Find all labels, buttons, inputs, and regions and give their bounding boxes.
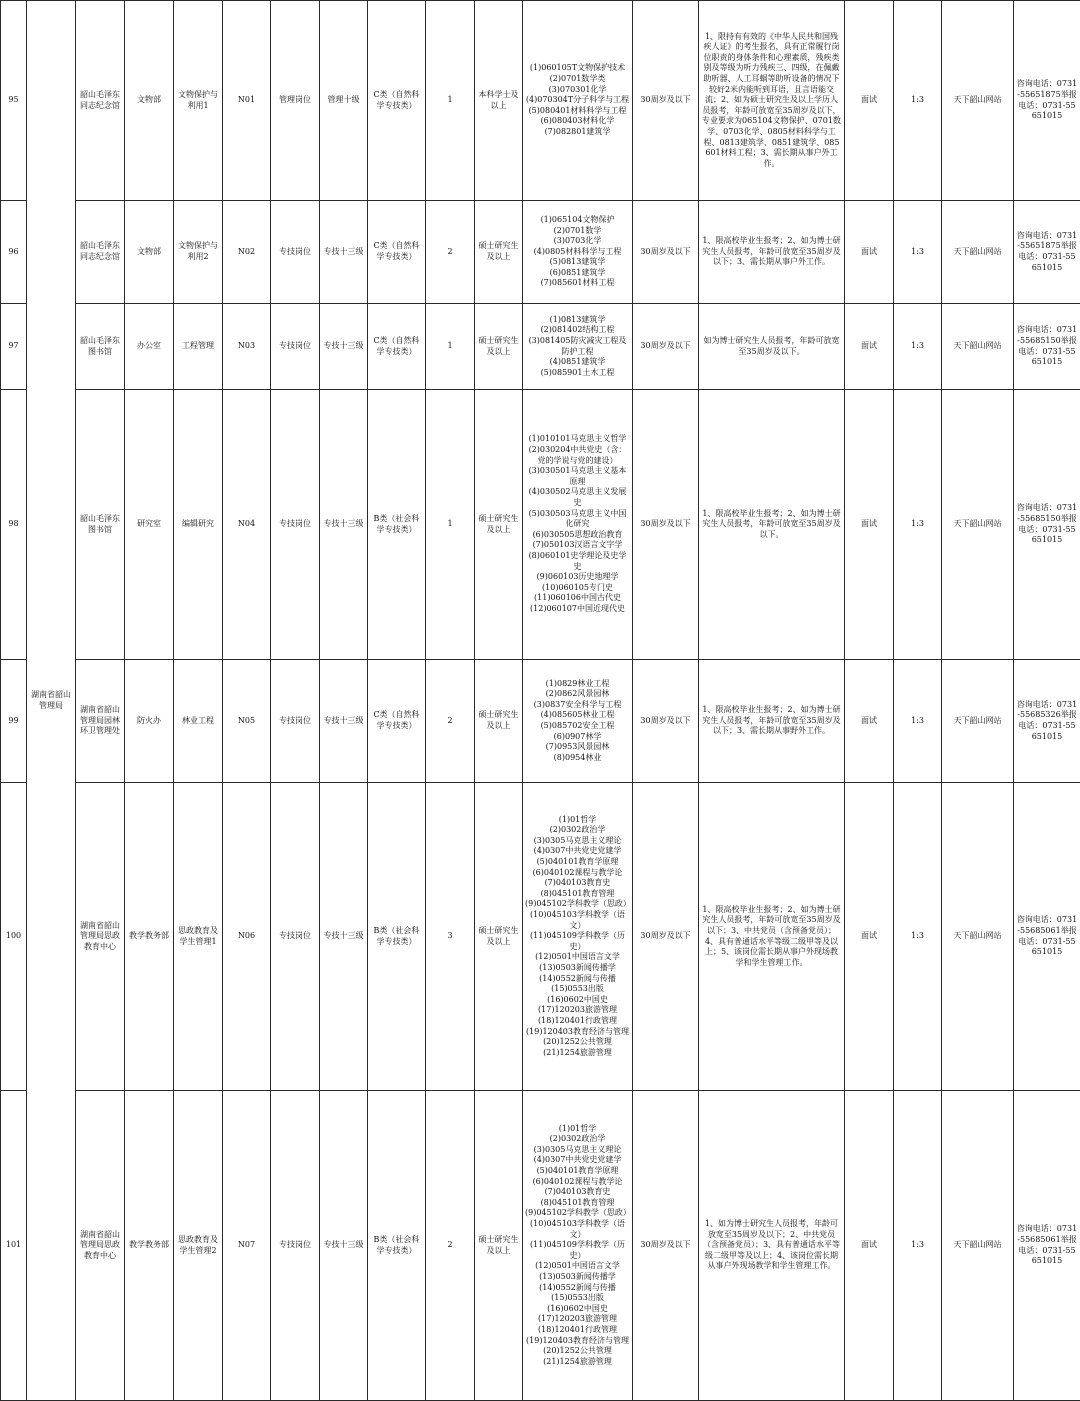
post-level-cell: 专技十三级 bbox=[320, 660, 368, 783]
major-item: (7)085601材料工程 bbox=[525, 278, 630, 289]
major-item: (12)0501中国语言文学 bbox=[525, 1261, 630, 1272]
major-item: (4)0805材料科学与工程 bbox=[525, 247, 630, 258]
post-name-cell: 思政教育及学生管理2 bbox=[174, 1091, 223, 1401]
exam-ratio-cell: 1:3 bbox=[894, 390, 942, 660]
major-item: (6)0851建筑学 bbox=[525, 268, 630, 279]
announcement-venue-cell: 天下韶山网站 bbox=[942, 783, 1014, 1091]
age-limit-cell: 30周岁及以下 bbox=[633, 1091, 699, 1401]
exam-method-cell: 面试 bbox=[845, 201, 894, 304]
major-item: (21)1254旅游管理 bbox=[525, 1048, 630, 1059]
major-item: (1)01哲学 bbox=[525, 815, 630, 826]
post-level-cell: 专技十三级 bbox=[320, 783, 368, 1091]
table-row bbox=[1, 1, 1080, 201]
major-item: (3)0305马克思主义理论 bbox=[525, 836, 630, 847]
exam-ratio-cell: 1:3 bbox=[894, 1, 942, 201]
post-level-cell: 专技十三级 bbox=[320, 390, 368, 660]
age-limit-cell: 30周岁及以下 bbox=[633, 390, 699, 660]
exam-ratio-cell: 1:3 bbox=[894, 1091, 942, 1401]
table-row bbox=[1, 1091, 1080, 1401]
quota-cell: 3 bbox=[426, 783, 475, 1091]
education-cell: 本科学士及以上 bbox=[475, 1, 523, 201]
major-item: (1)01哲学 bbox=[525, 1124, 630, 1135]
table-row bbox=[1, 304, 1080, 390]
major-item: (14)0552新闻与传播 bbox=[525, 974, 630, 985]
post-category-cell: 专技岗位 bbox=[271, 390, 320, 660]
major-item: (6)0907林学 bbox=[525, 732, 630, 743]
major-item: (14)0552新闻与传播 bbox=[525, 1283, 630, 1294]
major-item: (7)050103汉语言文字学 bbox=[525, 540, 630, 551]
major-item: (5)080401材料科学与工程 bbox=[525, 106, 630, 117]
major-item: (20)1252公共管理 bbox=[525, 1346, 630, 1357]
other-requirements-cell: 1、限高校毕业生报考；2、如为博士研究生人员报考，年龄可放宽至35周岁及以下；3、需长期从事户外工作。 bbox=[699, 201, 845, 304]
post-code-cell: N07 bbox=[223, 1091, 271, 1401]
post-name-cell: 林业工程 bbox=[174, 660, 223, 783]
exam-category-cell: B类（社会科学专技类） bbox=[368, 1091, 426, 1401]
major-item: (12)060107中国近现代史 bbox=[525, 604, 630, 615]
education-cell: 硕士研究生及以上 bbox=[475, 390, 523, 660]
announcement-venue-cell: 天下韶山网站 bbox=[942, 1, 1014, 201]
major-item: (2)0302政治学 bbox=[525, 1134, 630, 1145]
major-item: (11)045109学科教学（历史） bbox=[525, 931, 630, 952]
majors-cell bbox=[523, 660, 633, 783]
major-item: (7)040103教育史 bbox=[525, 1187, 630, 1198]
majors-cell bbox=[523, 390, 633, 660]
announcement-venue-cell: 天下韶山网站 bbox=[942, 304, 1014, 390]
contact-cell: 咨询电话：0731-55685150举报电话：0731-55651015 bbox=[1014, 390, 1080, 660]
exam-ratio-cell: 1:3 bbox=[894, 304, 942, 390]
quota-cell: 1 bbox=[426, 304, 475, 390]
major-item: (10)060105专门史 bbox=[525, 583, 630, 594]
major-item: (2)0701数学 bbox=[525, 226, 630, 237]
post-name-cell: 文物保护与利用1 bbox=[174, 1, 223, 201]
department-cell: 办公室 bbox=[125, 304, 174, 390]
majors-cell bbox=[523, 1, 633, 201]
exam-ratio-cell: 1:3 bbox=[894, 783, 942, 1091]
post-name-cell: 编辑研究 bbox=[174, 390, 223, 660]
major-item: (2)0701数学类 bbox=[525, 74, 630, 85]
major-item: (4)0307中共党史党建学 bbox=[525, 1155, 630, 1166]
major-item: (4)070304T分子科学与工程 bbox=[525, 95, 630, 106]
post-name-cell: 工程管理 bbox=[174, 304, 223, 390]
major-item: (1)060105T文物保护技术 bbox=[525, 63, 630, 74]
majors-cell bbox=[523, 1091, 633, 1401]
majors-cell bbox=[523, 201, 633, 304]
row-number-cell: 99 bbox=[1, 660, 27, 783]
education-cell: 硕士研究生及以上 bbox=[475, 660, 523, 783]
table-row bbox=[1, 783, 1080, 1091]
major-item: (7)082801建筑学 bbox=[525, 127, 630, 138]
major-item: (2)030204中共党史（含：党的学说与党的建设） bbox=[525, 445, 630, 466]
major-item: (4)0307中共党史党建学 bbox=[525, 846, 630, 857]
major-item: (3)0703化学 bbox=[525, 236, 630, 247]
employer-cell: 韶山毛泽东同志纪念馆 bbox=[76, 1, 125, 201]
post-category-cell: 管理岗位 bbox=[271, 1, 320, 201]
major-item: (10)045103学科教学（语文） bbox=[525, 1219, 630, 1240]
major-item: (4)030502马克思主义发展史 bbox=[525, 487, 630, 508]
quota-cell: 2 bbox=[426, 201, 475, 304]
department-cell: 教学教务部 bbox=[125, 1091, 174, 1401]
exam-category-cell: B类（社会科学专技类） bbox=[368, 783, 426, 1091]
department-cell: 教学教务部 bbox=[125, 783, 174, 1091]
major-item: (21)1254旅游管理 bbox=[525, 1357, 630, 1368]
post-category-cell: 专技岗位 bbox=[271, 660, 320, 783]
exam-category-cell: C类（自然科学专技类） bbox=[368, 660, 426, 783]
post-category-cell: 专技岗位 bbox=[271, 1091, 320, 1401]
major-item: (4)0851建筑学 bbox=[525, 357, 630, 368]
employer-cell: 湖南省韶山管理局思政教育中心 bbox=[76, 1091, 125, 1401]
post-name-cell: 文物保护与利用2 bbox=[174, 201, 223, 304]
post-level-cell: 专技十三级 bbox=[320, 201, 368, 304]
education-cell: 硕士研究生及以上 bbox=[475, 783, 523, 1091]
education-cell: 硕士研究生及以上 bbox=[475, 201, 523, 304]
contact-cell: 咨询电话：0731-55651875举报电话：0731-55651015 bbox=[1014, 1, 1080, 201]
contact-cell: 咨询电话：0731-55685326举报电话：0731-55651015 bbox=[1014, 660, 1080, 783]
major-item: (18)120401行政管理 bbox=[525, 1016, 630, 1027]
majors-cell bbox=[523, 783, 633, 1091]
department-cell: 文物部 bbox=[125, 1, 174, 201]
row-number-cell: 97 bbox=[1, 304, 27, 390]
employer-cell: 韶山毛泽东同志纪念馆 bbox=[76, 201, 125, 304]
announcement-venue-cell: 天下韶山网站 bbox=[942, 660, 1014, 783]
major-item: (10)045103学科教学（语文） bbox=[525, 910, 630, 931]
major-item: (3)0305马克思主义理论 bbox=[525, 1145, 630, 1156]
major-item: (16)0602中国史 bbox=[525, 995, 630, 1006]
major-item: (9)045102学科教学（思政） bbox=[525, 1208, 630, 1219]
department-cell: 研究室 bbox=[125, 390, 174, 660]
major-item: (6)080403材料化学 bbox=[525, 116, 630, 127]
quota-cell: 2 bbox=[426, 1091, 475, 1401]
major-item: (3)030501马克思主义基本原理 bbox=[525, 466, 630, 487]
employer-cell: 韶山毛泽东图书馆 bbox=[76, 390, 125, 660]
other-requirements-cell: 1、如为博士研究生人员报考，年龄可放宽至35周岁及以下；2、中共党员（含预备党员）；3、具有普通话水平等级二级甲等及以上；4、该岗位需长期从事户外现场教学和学生管理工作。 bbox=[699, 1091, 845, 1401]
age-limit-cell: 30周岁及以下 bbox=[633, 1, 699, 201]
post-code-cell: N01 bbox=[223, 1, 271, 201]
major-item: (17)120203旅游管理 bbox=[525, 1005, 630, 1016]
row-number-cell: 101 bbox=[1, 1091, 27, 1401]
major-item: (16)0602中国史 bbox=[525, 1304, 630, 1315]
other-requirements-cell: 如为博士研究生人员报考，年龄可放宽至35周岁及以下。 bbox=[699, 304, 845, 390]
major-item: (12)0501中国语言文学 bbox=[525, 952, 630, 963]
major-item: (2)0862风景园林 bbox=[525, 689, 630, 700]
major-item: (6)040102课程与教学论 bbox=[525, 1177, 630, 1188]
other-requirements-cell: 1、限持有有效的《中华人民共和国残疾人证》的考生报名，具有正常履行岗位职责的身体条件和心理素质，残疾类别及等级为听力残疾三、四级，在佩戴助听器、人工耳蜗等助听设备的情况下较好2米内能听到耳语，且言语能交流；2、如为硕士研究生及以上学历人员报考，年龄可放宽至35周岁及以下，专业要求为065104文物保护、0701数学、0703化学、0805材料科学与工程、0813建筑学、0851建筑学、085601材料工程；3、需长期从事户外工作。 bbox=[699, 1, 845, 201]
post-category-cell: 专技岗位 bbox=[271, 783, 320, 1091]
unit-cell: 湖南省韶山管理局 bbox=[27, 1, 76, 1401]
post-name-cell: 思政教育及学生管理1 bbox=[174, 783, 223, 1091]
major-item: (6)040102课程与教学论 bbox=[525, 868, 630, 879]
major-item: (5)040101教育学原理 bbox=[525, 857, 630, 868]
other-requirements-cell: 1、限高校毕业生报考；2、如为博士研究生人员报考，年龄可放宽至35周岁及以下。 bbox=[699, 390, 845, 660]
exam-category-cell: C类（自然科学专技类） bbox=[368, 304, 426, 390]
major-item: (18)120401行政管理 bbox=[525, 1325, 630, 1336]
age-limit-cell: 30周岁及以下 bbox=[633, 783, 699, 1091]
major-item: (1)0813建筑学 bbox=[525, 315, 630, 326]
major-item: (2)0302政治学 bbox=[525, 825, 630, 836]
row-number-cell: 95 bbox=[1, 1, 27, 201]
major-item: (3)0837安全科学与工程 bbox=[525, 700, 630, 711]
contact-cell: 咨询电话：0731-55685061举报电话：0731-55651015 bbox=[1014, 783, 1080, 1091]
contact-cell: 咨询电话：0731-55685150举报电话：0731-55651015 bbox=[1014, 304, 1080, 390]
row-number-cell: 100 bbox=[1, 783, 27, 1091]
age-limit-cell: 30周岁及以下 bbox=[633, 660, 699, 783]
exam-method-cell: 面试 bbox=[845, 390, 894, 660]
department-cell: 防火办 bbox=[125, 660, 174, 783]
major-item: (7)040103教育史 bbox=[525, 878, 630, 889]
contact-cell: 咨询电话：0731-55685061举报电话：0731-55651015 bbox=[1014, 1091, 1080, 1401]
quota-cell: 2 bbox=[426, 660, 475, 783]
post-category-cell: 专技岗位 bbox=[271, 304, 320, 390]
department-cell: 文物部 bbox=[125, 201, 174, 304]
exam-category-cell: C类（自然科学专技类） bbox=[368, 1, 426, 201]
exam-ratio-cell: 1:3 bbox=[894, 660, 942, 783]
exam-method-cell: 面试 bbox=[845, 1091, 894, 1401]
exam-method-cell: 面试 bbox=[845, 1, 894, 201]
age-limit-cell: 30周岁及以下 bbox=[633, 201, 699, 304]
major-item: (20)1252公共管理 bbox=[525, 1037, 630, 1048]
exam-method-cell: 面试 bbox=[845, 783, 894, 1091]
post-category-cell: 专技岗位 bbox=[271, 201, 320, 304]
post-code-cell: N02 bbox=[223, 201, 271, 304]
exam-ratio-cell: 1:3 bbox=[894, 201, 942, 304]
other-requirements-cell: 1、限高校毕业生报考；2、如为博士研究生人员报考，年龄可放宽至35周岁及以下；3、需长期从事野外工作。 bbox=[699, 660, 845, 783]
major-item: (1)0829林业工程 bbox=[525, 679, 630, 690]
major-item: (13)0503新闻传播学 bbox=[525, 963, 630, 974]
major-item: (19)120403教育经济与管理 bbox=[525, 1027, 630, 1038]
major-item: (2)081402结构工程 bbox=[525, 325, 630, 336]
exam-category-cell: B类（社会科学专技类） bbox=[368, 390, 426, 660]
education-cell: 硕士研究生及以上 bbox=[475, 1091, 523, 1401]
major-item: (17)120203旅游管理 bbox=[525, 1314, 630, 1325]
major-item: (3)081405防灾减灾工程及防护工程 bbox=[525, 336, 630, 357]
major-item: (11)060106中国古代史 bbox=[525, 593, 630, 604]
post-code-cell: N03 bbox=[223, 304, 271, 390]
major-item: (5)085901土木工程 bbox=[525, 368, 630, 379]
employer-cell: 湖南省韶山管理局思政教育中心 bbox=[76, 783, 125, 1091]
major-item: (13)0503新闻传播学 bbox=[525, 1272, 630, 1283]
major-item: (4)085605林业工程 bbox=[525, 710, 630, 721]
major-item: (8)045101教育管理 bbox=[525, 889, 630, 900]
major-item: (8)060101史学理论及史学史 bbox=[525, 551, 630, 572]
employer-cell: 湖南省韶山管理局园林环卫管理处 bbox=[76, 660, 125, 783]
announcement-venue-cell: 天下韶山网站 bbox=[942, 1091, 1014, 1401]
major-item: (6)030505思想政治教育 bbox=[525, 530, 630, 541]
row-number-cell: 98 bbox=[1, 390, 27, 660]
age-limit-cell: 30周岁及以下 bbox=[633, 304, 699, 390]
other-requirements-cell: 1、限高校毕业生报考；2、如为博士研究生人员报考，年龄可放宽至35周岁及以下；3、中共党员（含预备党员）；4、具有普通话水平等级二级甲等及以上；5、该岗位需长期从事户外现场教学和学生管理工作。 bbox=[699, 783, 845, 1091]
exam-method-cell: 面试 bbox=[845, 660, 894, 783]
major-item: (5)030503马克思主义中国化研究 bbox=[525, 509, 630, 530]
major-item: (11)045109学科教学（历史） bbox=[525, 1240, 630, 1261]
announcement-venue-cell: 天下韶山网站 bbox=[942, 390, 1014, 660]
major-item: (1)010101马克思主义哲学 bbox=[525, 434, 630, 445]
table-row bbox=[1, 660, 1080, 783]
major-item: (8)045101教育管理 bbox=[525, 1198, 630, 1209]
post-level-cell: 管理十级 bbox=[320, 1, 368, 201]
quota-cell: 1 bbox=[426, 390, 475, 660]
quota-cell: 1 bbox=[426, 1, 475, 201]
major-item: (5)0813建筑学 bbox=[525, 257, 630, 268]
post-code-cell: N06 bbox=[223, 783, 271, 1091]
major-item: (9)045102学科教学（思政） bbox=[525, 899, 630, 910]
major-item: (15)0553出版 bbox=[525, 1293, 630, 1304]
post-level-cell: 专技十三级 bbox=[320, 1091, 368, 1401]
major-item: (7)0953风景园林 bbox=[525, 742, 630, 753]
post-code-cell: N05 bbox=[223, 660, 271, 783]
major-item: (1)065104文物保护 bbox=[525, 215, 630, 226]
major-item: (8)0954林业 bbox=[525, 753, 630, 764]
major-item: (5)085702安全工程 bbox=[525, 721, 630, 732]
table-row bbox=[1, 390, 1080, 660]
exam-category-cell: C类（自然科学专技类） bbox=[368, 201, 426, 304]
post-code-cell: N04 bbox=[223, 390, 271, 660]
majors-cell bbox=[523, 304, 633, 390]
row-number-cell: 96 bbox=[1, 201, 27, 304]
contact-cell: 咨询电话：0731-55651875举报电话：0731-55651015 bbox=[1014, 201, 1080, 304]
exam-method-cell: 面试 bbox=[845, 304, 894, 390]
employer-cell: 韶山毛泽东图书馆 bbox=[76, 304, 125, 390]
table-row bbox=[1, 201, 1080, 304]
major-item: (15)0553出版 bbox=[525, 984, 630, 995]
post-level-cell: 专技十三级 bbox=[320, 304, 368, 390]
major-item: (9)060103历史地理学 bbox=[525, 572, 630, 583]
major-item: (3)070301化学 bbox=[525, 85, 630, 96]
major-item: (19)120403教育经济与管理 bbox=[525, 1336, 630, 1347]
major-item: (5)040101教育学原理 bbox=[525, 1166, 630, 1177]
education-cell: 硕士研究生及以上 bbox=[475, 304, 523, 390]
announcement-venue-cell: 天下韶山网站 bbox=[942, 201, 1014, 304]
